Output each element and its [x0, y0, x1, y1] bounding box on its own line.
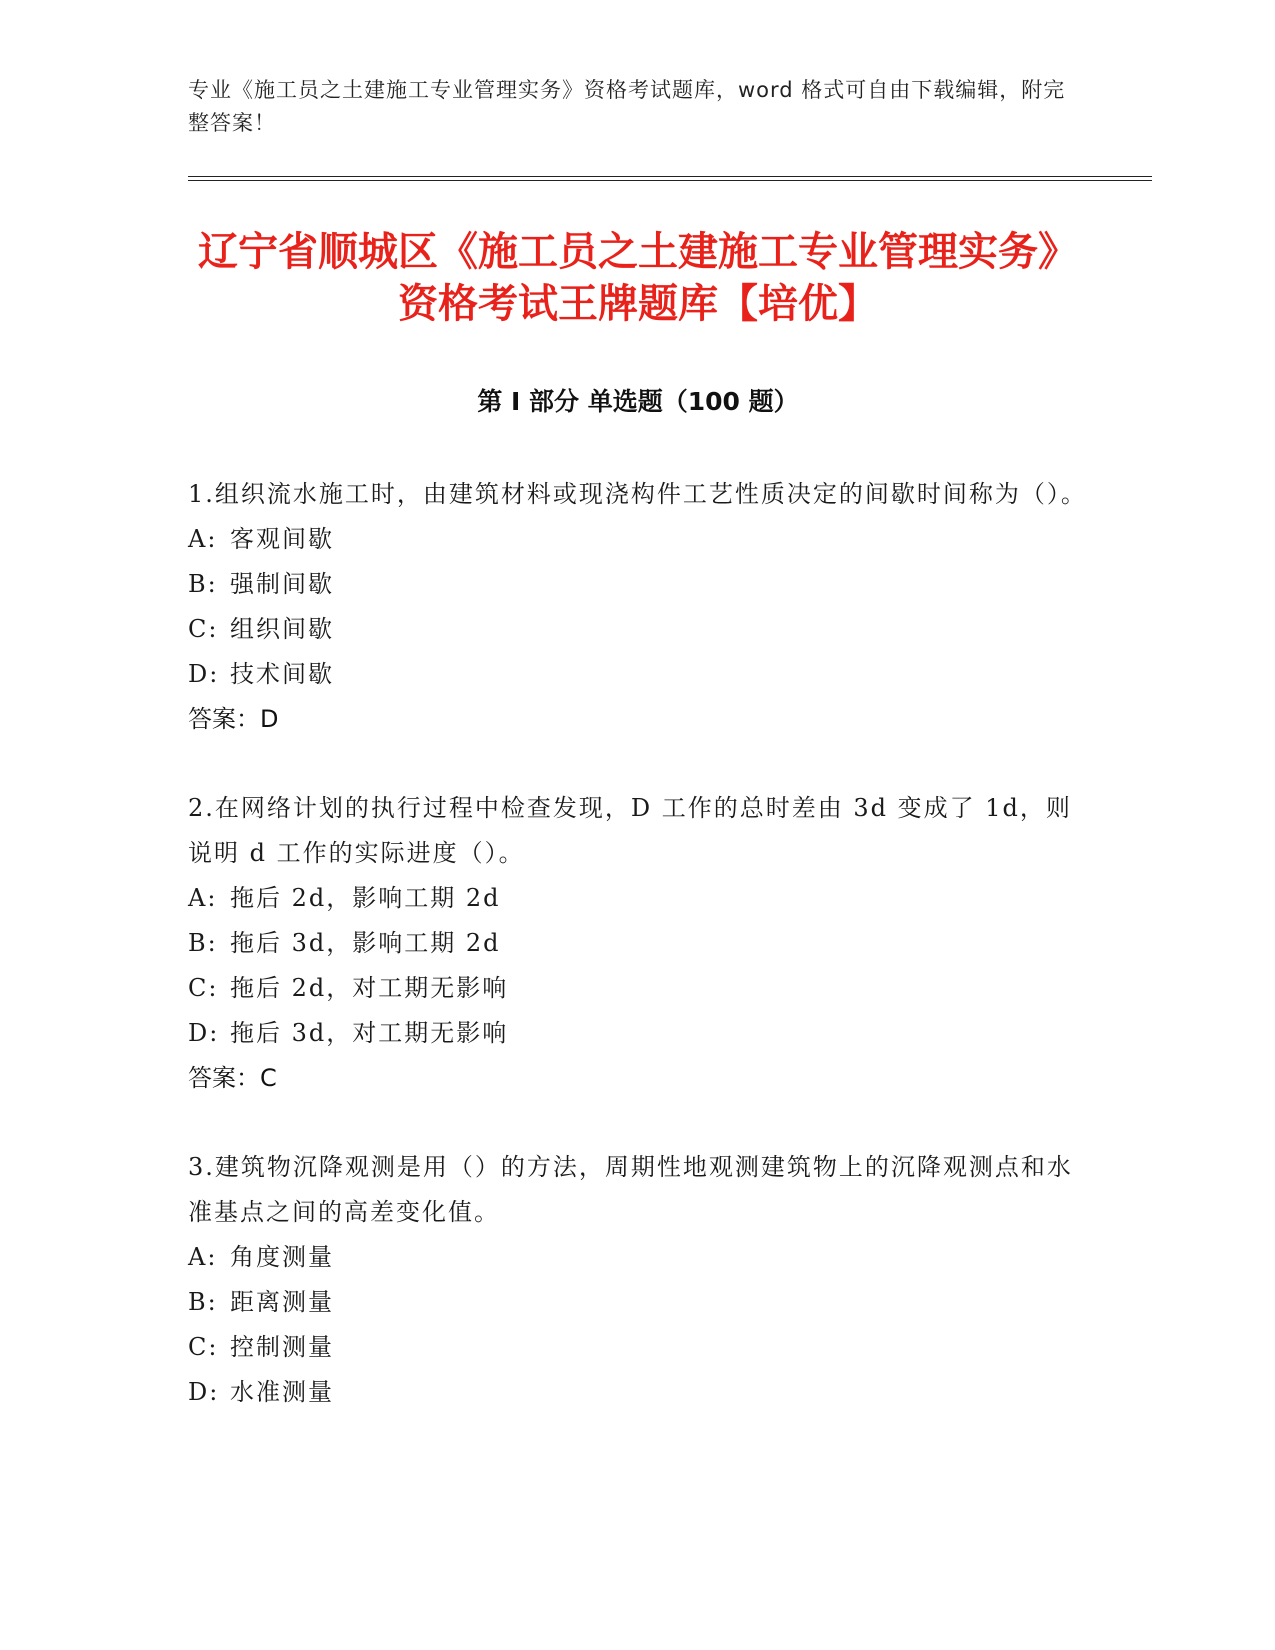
- header-note: 专业《施工员之土建施工专业管理实务》资格考试题库，word 格式可自由下载编辑，附完整答案！: [188, 78, 1066, 135]
- option-b: [188, 921, 1088, 966]
- option-letter: A:: [188, 1243, 218, 1271]
- option-a: [188, 1235, 1088, 1280]
- option-d: [188, 1011, 1088, 1056]
- option-letter: D:: [188, 1378, 220, 1406]
- option-letter: B:: [188, 1288, 218, 1316]
- option-letter: D:: [188, 660, 220, 688]
- question-stem: 3.建筑物沉降观测是用（）的方法，周期性地观测建筑物上的沉降观测点和水准基点之间的高差变化值。: [188, 1153, 1073, 1226]
- option-letter: D:: [188, 1019, 220, 1047]
- document-title: 辽宁省顺城区《施工员之土建施工专业管理实务》资格考试王牌题库【培优】: [198, 229, 1078, 327]
- option-letter: C:: [188, 974, 219, 1002]
- option-text: 距离测量: [230, 1288, 334, 1316]
- question-stem: 2.在网络计划的执行过程中检查发现，D 工作的总时差由 3d 变成了 1d，则说明 d 工作的实际进度（）。: [188, 794, 1072, 867]
- option-letter: A:: [188, 884, 218, 912]
- option-text: 拖后 3d，对工期无影响: [230, 1019, 509, 1047]
- option-c: [188, 1325, 1088, 1370]
- option-text: 控制测量: [230, 1333, 334, 1361]
- option-c: [188, 607, 1088, 652]
- option-d: [188, 1370, 1088, 1415]
- option-letter: B:: [188, 929, 218, 957]
- answer-text: 答案：D: [188, 705, 279, 733]
- header-divider: [188, 176, 1152, 181]
- question-2: [188, 786, 1088, 1101]
- option-b: [188, 1280, 1088, 1325]
- option-text: 角度测量: [230, 1243, 334, 1271]
- question-1: [188, 472, 1088, 742]
- option-text: 水准测量: [230, 1378, 334, 1406]
- question-3: [188, 1145, 1088, 1415]
- question-list: [188, 472, 1088, 1459]
- option-text: 强制间歇: [230, 570, 334, 598]
- answer-text: 答案：C: [188, 1064, 277, 1092]
- option-text: 客观间歇: [230, 525, 334, 553]
- option-text: 拖后 3d，影响工期 2d: [230, 929, 501, 957]
- option-a: [188, 517, 1088, 562]
- option-b: [188, 562, 1088, 607]
- option-text: 技术间歇: [230, 660, 334, 688]
- option-letter: C:: [188, 1333, 219, 1361]
- option-d: [188, 652, 1088, 697]
- option-letter: B:: [188, 570, 218, 598]
- option-letter: C:: [188, 615, 219, 643]
- option-text: 拖后 2d，对工期无影响: [230, 974, 509, 1002]
- option-text: 组织间歇: [230, 615, 334, 643]
- option-a: [188, 876, 1088, 921]
- section-title: 第 I 部分 单选题（100 题）: [477, 387, 799, 416]
- option-text: 拖后 2d，影响工期 2d: [230, 884, 501, 912]
- question-stem: 1.组织流水施工时，由建筑材料或现浇构件工艺性质决定的间歇时间称为（）。: [188, 480, 1087, 508]
- option-c: [188, 966, 1088, 1011]
- option-letter: A:: [188, 525, 218, 553]
